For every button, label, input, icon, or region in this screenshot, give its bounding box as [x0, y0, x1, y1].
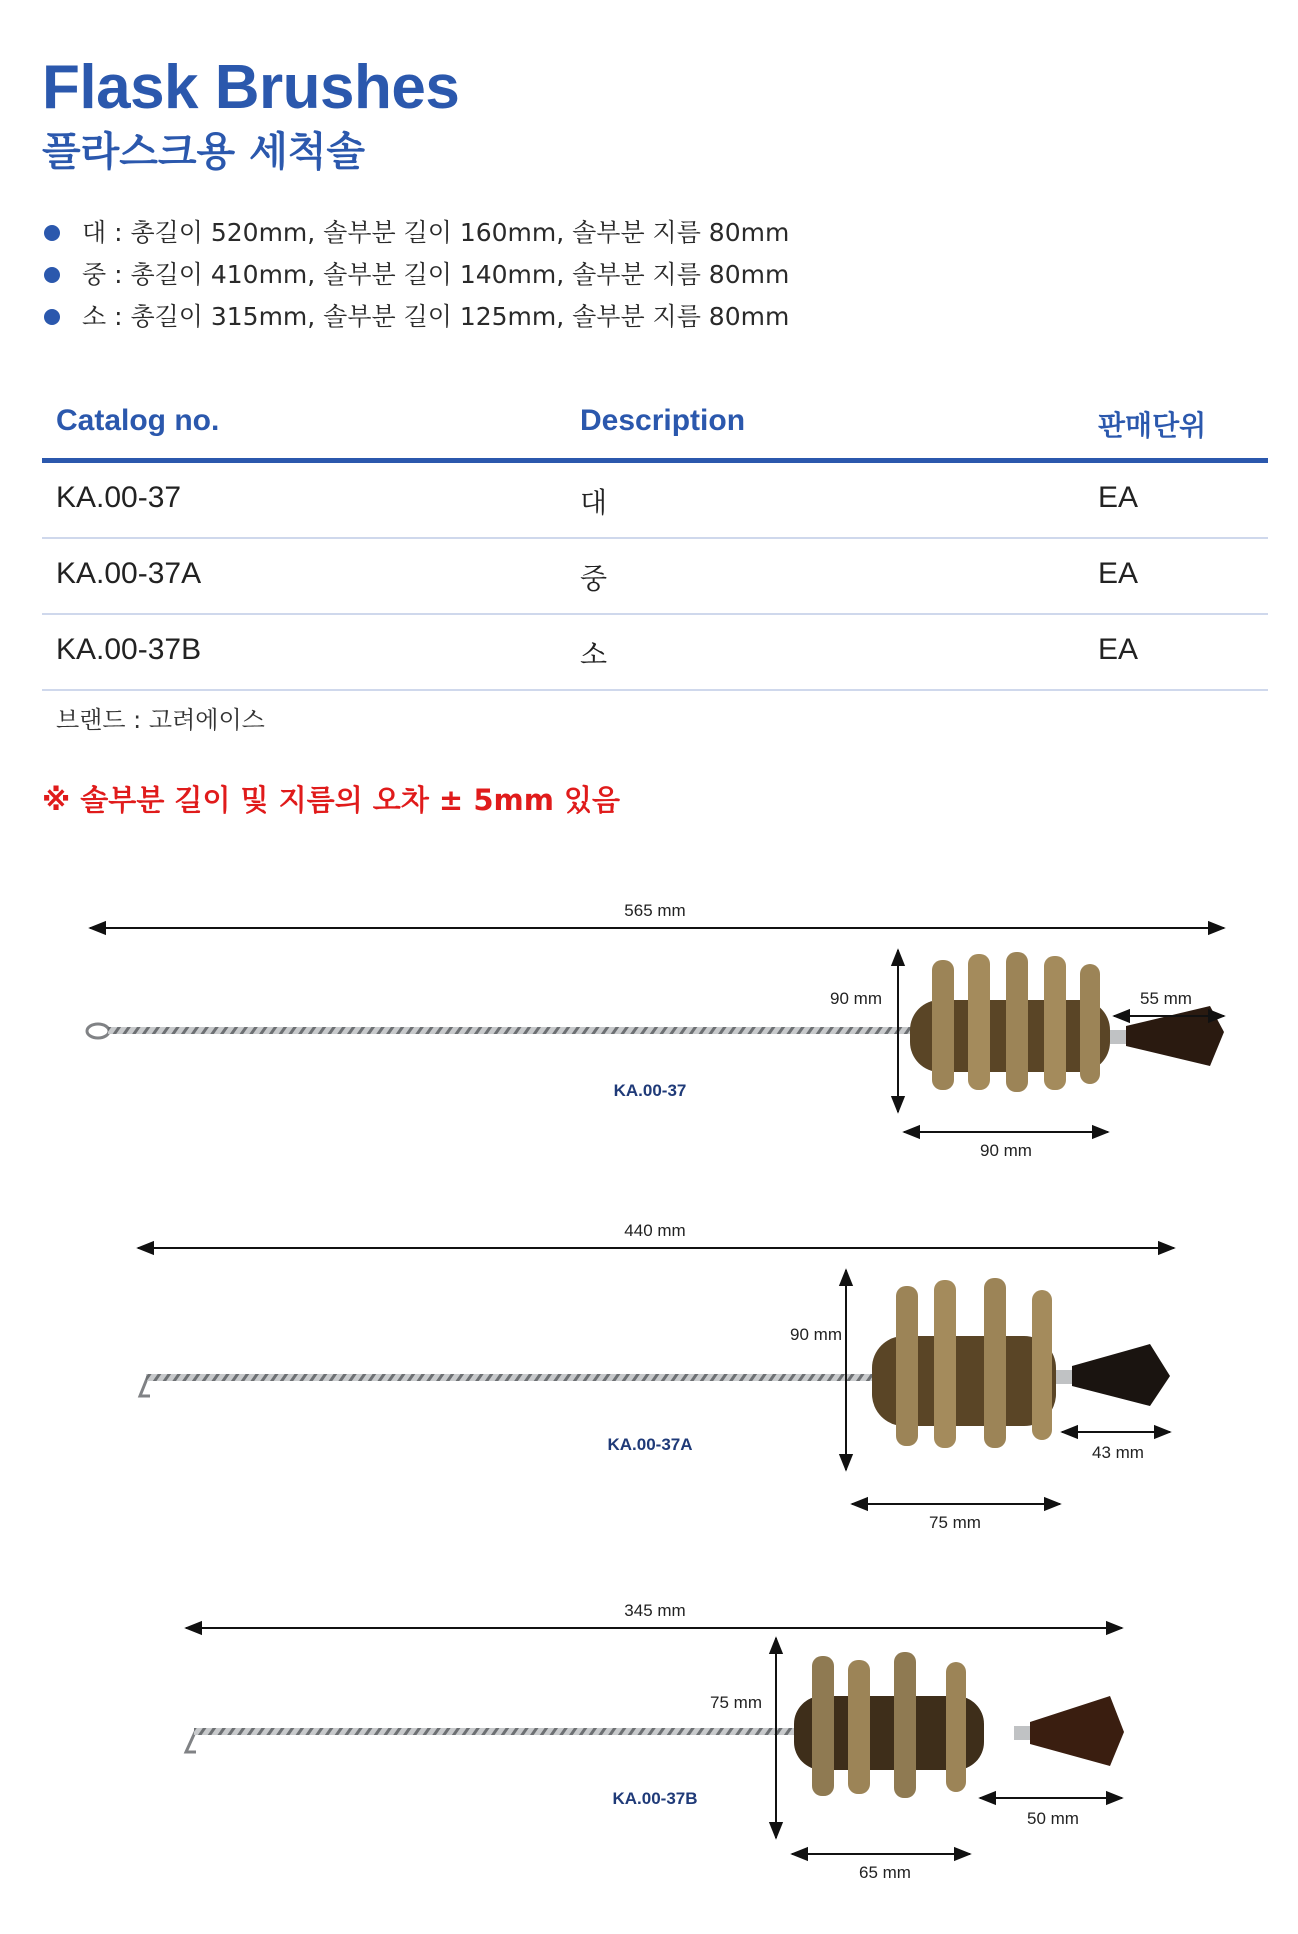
- total-length-label: 345 mm: [624, 1601, 686, 1620]
- catalog-label: KA.00-37: [613, 1081, 687, 1100]
- brand-label: 브랜드 : 고려에이스: [56, 706, 265, 734]
- spec-list: [42, 212, 789, 338]
- page-subtitle: 플라스크용 세척솔: [42, 129, 366, 175]
- table-row: [42, 539, 1268, 615]
- total-length-label: 440 mm: [624, 1221, 686, 1240]
- brush-length-label: 75 mm: [929, 1513, 981, 1532]
- tuft-length-label: 43 mm: [1092, 1443, 1144, 1462]
- twisted-wire-handle: [194, 1728, 806, 1735]
- cell-description: 소: [580, 638, 608, 671]
- brush-small: [186, 1601, 1124, 1882]
- cell-description: 대: [580, 486, 608, 519]
- spec-item-large: 대 : 총길이 520mm, 솔부분 길이 160mm, 솔부분 지름 80mm: [42, 212, 789, 254]
- cell-catalog-no: KA.00-37: [56, 481, 182, 514]
- spec-item-medium: 중 : 총길이 410mm, 솔부분 길이 140mm, 솔부분 지름 80mm: [42, 254, 789, 296]
- table-row: [42, 463, 1268, 539]
- brush-length-label: 65 mm: [859, 1863, 911, 1882]
- catalog-label: KA.00-37A: [607, 1435, 693, 1454]
- cell-sales-unit: EA: [1098, 557, 1139, 590]
- brush-dimension-diagram: [0, 860, 1298, 1920]
- twisted-wire-handle: [108, 1027, 938, 1034]
- brush-large: [87, 901, 1224, 1160]
- tuft-length-label: 50 mm: [1027, 1809, 1079, 1828]
- cell-sales-unit: EA: [1098, 633, 1139, 666]
- table-row: [42, 615, 1268, 691]
- cell-catalog-no: KA.00-37B: [56, 633, 202, 666]
- cell-catalog-no: KA.00-37A: [56, 557, 202, 590]
- tolerance-notice: ※ 솔부분 길이 및 지름의 오차 ± 5mm 있음: [42, 783, 621, 817]
- spec-item-small: 소 : 총길이 315mm, 솔부분 길이 125mm, 솔부분 지름 80mm: [42, 296, 789, 338]
- catalog-label: KA.00-37B: [612, 1789, 698, 1808]
- handle-loop: [87, 1024, 109, 1038]
- tuft-length-label: 55 mm: [1140, 989, 1192, 1008]
- cell-sales-unit: EA: [1098, 481, 1139, 514]
- header-catalog-no: Catalog no.: [56, 404, 220, 437]
- bristle-head: [910, 952, 1224, 1092]
- table-header: [42, 392, 1268, 463]
- bristle-head: [872, 1278, 1170, 1448]
- brush-length-label: 90 mm: [980, 1141, 1032, 1160]
- total-length-label: 565 mm: [624, 901, 686, 920]
- brush-diameter-label: 75 mm: [710, 1693, 762, 1712]
- brush-medium: [138, 1221, 1174, 1532]
- twisted-wire-handle: [146, 1374, 886, 1381]
- bristle-head: [794, 1652, 1124, 1798]
- cell-description: 중: [580, 562, 608, 595]
- header-description: Description: [580, 404, 746, 437]
- brush-diameter-label: 90 mm: [830, 989, 882, 1008]
- catalog-table: [42, 392, 1268, 691]
- brush-diameter-label: 90 mm: [790, 1325, 842, 1344]
- header-sales-unit: 판매단위: [1098, 409, 1207, 442]
- page-title: Flask Brushes: [42, 53, 460, 122]
